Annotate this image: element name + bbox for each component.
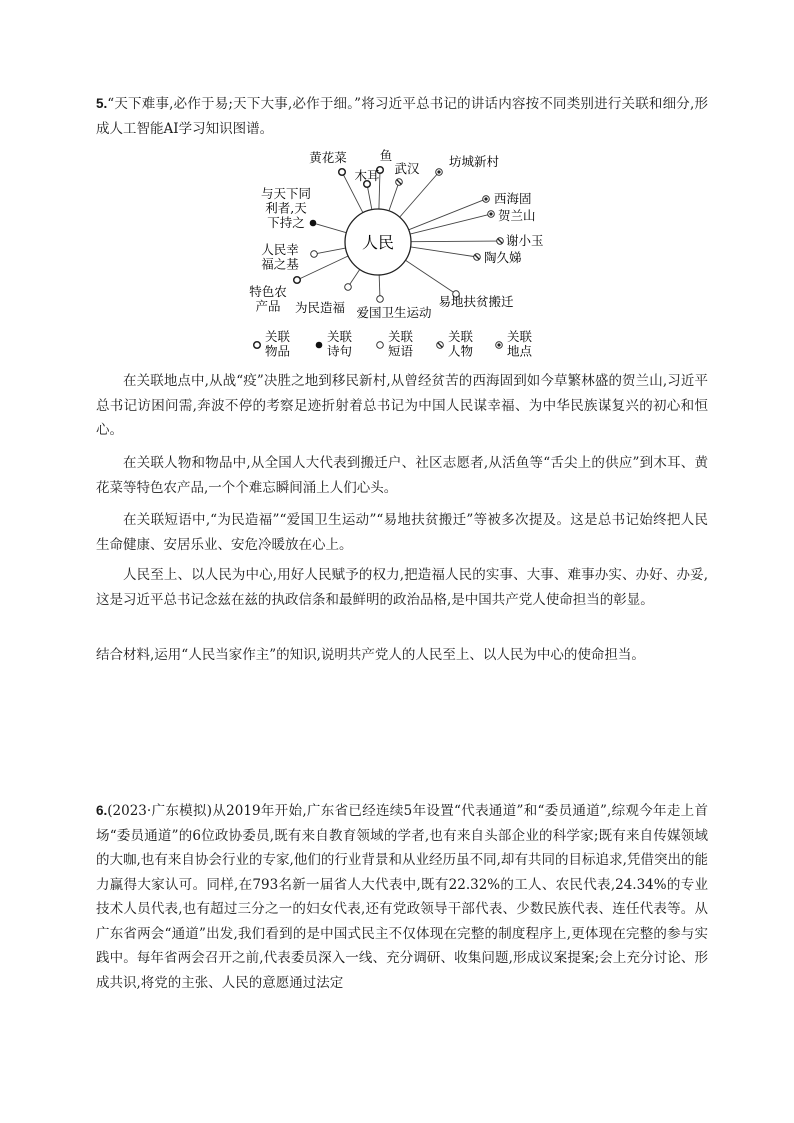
node-label: 西海固 [494,191,532,206]
node-marker-person [396,179,403,186]
knowledge-graph-diagram [240,148,560,360]
q5-paragraph-3: 在关联短语中,“为民造福”“爱国卫生运动”“易地扶贫搬迁”等被多次提及。这是总书记始终把人民生命健康、安居乐业、安危冷暖放在心上。 [96,512,708,553]
legend-label-line-2: 地点 [507,343,533,359]
node-marker-poem [310,220,317,227]
node-label-line-3: 下持之 [267,215,305,230]
legend-label-line-2: 诗句 [327,343,353,359]
legend-marker-phrase [377,342,384,349]
legend-label-line-2: 短语 [388,343,414,359]
legend-label-line-1: 关联 [507,329,533,344]
diagram-link [411,241,497,242]
node-marker-person [497,238,504,245]
q5-paragraph-1: 在关联地点中,从战“疫”决胜之地到移民新村,从曾经贫苦的西海固到如今草繁林盛的贺兰山,习近平总书记访困问需,奔波不停的考察足迹折射着总书记为中国人民谋幸福、为中华民族谋复兴的初心和恒心。 [96,373,708,438]
legend-label-line-1: 关联 [448,329,474,344]
node-label-line-2: 利者,天 [265,200,307,216]
legend-marker-person [437,342,444,349]
diagram-link [300,256,348,279]
q6-number: 6. [96,803,108,818]
legend-label-line-1: 关联 [388,329,414,344]
node-marker-phrase [377,296,384,303]
q5-number: 5. [96,96,108,111]
diagram-link [389,185,398,211]
q5-paragraph-4: 人民至上、以人民为中心,用好人民赋予的权力,把造福人民的实事、大事、难事办实、办好、办妥,这是习近平总书记念兹在兹的执政信条和最鲜明的政治品格,是中国共产党人使命担当的彰显。 [96,567,708,608]
legend-label-line-2: 物品 [265,343,291,359]
node-marker-place [488,211,495,218]
node-marker-place [436,169,443,176]
node-label: 为民造福 [294,300,346,315]
diagram-link [411,247,474,257]
diagram-link [400,174,437,217]
node-label: 坊城新村 [448,154,500,169]
legend-label-line-1: 关联 [327,329,353,344]
legend-marker-poem [316,342,323,349]
node-marker-phrase [311,251,318,258]
diagram-link [350,269,360,284]
node-label: 贺兰山 [498,208,536,223]
diagram-link [368,187,372,209]
node-label-line-2: 福之基 [261,256,299,272]
q5-paragraph-2: 在关联人物和物品中,从全国人大代表到搬迁户、社区志愿者,从活鱼等“舌尖上的供应”到木耳、黄花菜等特色农产品,一个个难忘瞬间涌上人们心头。 [96,455,708,496]
node-label: 易地扶贫搬迁 [438,294,514,309]
node-marker-item [294,277,301,284]
node-label: 爱国卫生运动 [356,305,432,320]
node-marker-person [474,254,481,261]
legend-marker-item [254,342,261,349]
q6-text [96,799,708,995]
node-label: 谢小玉 [506,233,544,248]
node-label: 黄花菜 [309,150,347,165]
node-label-line-1: 人民幸 [261,242,299,257]
node-marker-phrase [345,284,352,291]
node-label-line-1: 与天下同 [260,186,312,201]
diagram-link [317,248,345,253]
diagram-link [379,275,380,296]
center-label: 人民 [361,233,395,252]
diagram-link [316,224,346,233]
node-marker-item [339,169,346,176]
node-label-line-2: 产品 [255,298,281,314]
node-label: 陶久娣 [484,250,522,265]
node-label: 木耳 [354,168,380,183]
diagram-link [405,260,453,292]
legend-marker-place [496,342,503,349]
q5-intro [96,92,708,141]
q5-question: 结合材料,运用“人民当家作主”的知识,说明共产党人的人民至上、以人民为中心的使命担当。 [96,647,645,663]
legend-label-line-1: 关联 [265,329,291,344]
q5-intro-text: “天下难事,必作于易;天下大事,必作于细。”将习近平总书记的讲话内容按不同类别进行关联和细分,形成人工智能AI学习知识图谱。 [96,96,708,137]
node-label-line-1: 特色农 [249,284,287,299]
legend-label-line-2: 人物 [448,343,474,359]
node-label: 武汉 [394,161,420,176]
q6-body-text: (2023·广东模拟)从2019年开始,广东省已经连续5年设置“代表通道”和“委员通道”,综观今年走上首场“委员通道”的6位政协委员,既有来自教育领域的学者,也有来自头部企业的科学家;既有来自传媒领域的大咖,也有来自协会行业的专家,他们的行业背景和从业经历虽不同,却有共同的目标追求,凭借突出的能力赢得大家认可。同样,在793名新一届省人大代表中,既有22.32%的工人、农民代表,24.34%的专业技术人员代表,也有超过三分之一的妇女代表,还有党政领导干部代表、少数民族代表、连任代表等。从广东省两会“通道”出发,我们看到的是中国式民主不仅体现在完整的制度程序上,更体现在完整的参与实践中。每年省两会召开之前,代表委员深入一线、充分调研、收集问题,形成议案提案;会上充分讨论、形成共识,将党的主张、人民的意愿通过法定 [96,803,708,991]
node-label: 鱼 [379,148,393,163]
node-marker-place [483,196,490,203]
